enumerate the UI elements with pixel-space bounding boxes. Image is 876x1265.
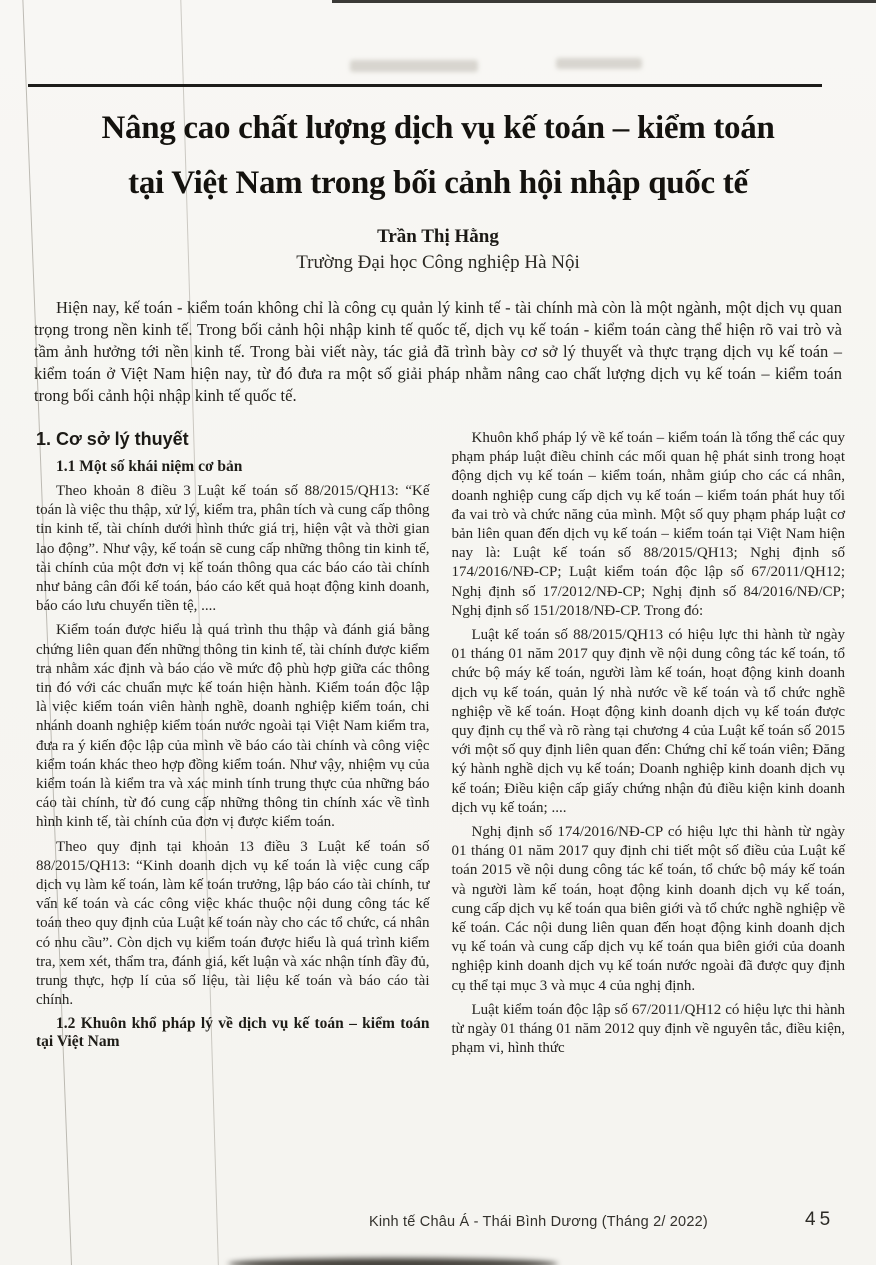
left-column bbox=[36, 429, 430, 1064]
subsection-heading-1-2: 1.2 Khuôn khổ pháp lý về dịch vụ kế toán – kiểm toán tại Việt Nam bbox=[36, 1015, 430, 1051]
article-title-line2: tại Việt Nam trong bối cảnh hội nhập quốc tế bbox=[128, 165, 748, 201]
article-title bbox=[40, 101, 836, 211]
subsection-heading-1-1: 1.1 Một số khái niệm cơ bản bbox=[56, 458, 243, 475]
body-paragraph: Theo khoản 8 điều 3 Luật kế toán số 88/2015/QH13: “Kế toán là việc thu thập, xử lý, kiểm tra, phân tích và cung cấp thông tin kinh tế, tài chính dưới hình thức giá trị, hiện vật và thời gian lao động”. Như vậy, kế toán sẽ cung cấp những thông tin kinh tế, tài chính của một đơn vị kế toán thông qua các báo cáo tài chính như bảng cân đối kế toán, báo cáo kết quả hoạt động kinh doanh, báo cáo lưu chuyển tiền tệ, .... bbox=[36, 483, 430, 615]
body-paragraph: Nghị định số 174/2016/NĐ-CP có hiệu lực thi hành từ ngày 01 tháng 01 năm 2017 quy định chi tiết một số điều của Luật kế toán 2015 về nội dung công tác kế toán, tổ chức bộ máy kế toán và người làm kế toán, hoạt động kinh doanh dịch vụ kế toán, cung cấp dịch vụ kế toán qua biên giới và tổ chức nghề nghiệp về kế toán. Các nội dung liên quan đến hoạt động kinh doanh dịch vụ kế toán và cung cấp dịch vụ kế toán qua biên giới của doanh nghiệp kinh doanh dịch vụ kế toán nước ngoài đã được quy định cụ thể tại mục 3 và mục 4 của nghị định. bbox=[451, 824, 845, 994]
article-title-line1: Nâng cao chất lượng dịch vụ kế toán – kiểm toán bbox=[101, 110, 775, 146]
scan-edge-line bbox=[332, 0, 876, 3]
body-paragraph: Theo quy định tại khoản 13 điều 3 Luật kế toán số 88/2015/QH13: “Kinh doanh dịch vụ kế toán là việc cung cấp dịch vụ làm kế toán, làm kế toán trưởng, lập báo cáo tài chính, tư vấn kế toán và các công việc khác thuộc nội dung công tác kế toán theo quy định của Luật kế toán này cho các tổ chức, cá nhân có nhu cầu”. Còn dịch vụ kiểm toán được hiểu là quá trình kiểm tra, xem xét, thẩm tra, đánh giá, kết luận và xác nhận tính đầy đủ, trung thực, hợp lí của số liệu, tài liệu kế toán và báo cáo tài chính. bbox=[36, 838, 430, 1009]
article-body bbox=[36, 429, 845, 1064]
author-name: Trần Thị Hằng bbox=[377, 226, 499, 247]
bleedthrough-smudge bbox=[556, 58, 642, 69]
scan-shadow bbox=[228, 1258, 558, 1265]
body-paragraph: Luật kiểm toán độc lập số 67/2011/QH12 có hiệu lực thi hành từ ngày 01 tháng 01 năm 2012 quy định về nguyên tắc, điều kiện, phạm vi, hình thức bbox=[451, 1001, 845, 1057]
header-rule bbox=[28, 84, 822, 87]
author-affiliation: Trường Đại học Công nghiệp Hà Nội bbox=[296, 252, 580, 273]
right-column bbox=[452, 429, 846, 1064]
body-paragraph: Khuôn khổ pháp lý về kế toán – kiểm toán là tổng thể các quy phạm pháp luật điều chỉnh các mối quan hệ phát sinh trong hoạt động dịch vụ kế toán – kiểm toán, nhằm giúp cho các cá nhân, doanh nghiệp cung cấp dịch vụ kế toán – kiểm toán phát huy tối đa vai trò và chức năng của mình. Một số quy phạm pháp luật cơ bản liên quan đến dịch vụ kế toán – kiểm toán tại Việt Nam hiện nay là: Luật kế toán số 88/2015/QH13; Nghị định số 174/2016/NĐ-CP; Luật kiểm toán độc lập số 67/2011/QH12; Nghị định số 17/2012/NĐ-CP; Nghị định số 84/2016/NĐ/CP; Nghị định số 151/2018/NĐ-CP. Trong đó: bbox=[451, 430, 845, 619]
body-paragraph: Kiểm toán được hiểu là quá trình thu thập và đánh giá bằng chứng liên quan đến những thông tin kinh tế, tài chính được kiểm tra nhằm xác định và báo cáo về mức độ phù hợp giữa các thông tin đó với các chuẩn mực kế toán hiện hành. Kiểm toán độc lập là việc kiểm toán viên hành nghề, doanh nghiệp kiểm toán, chi nhánh doanh nghiệp kiểm toán nước ngoài tại Việt Nam kiểm tra, đưa ra ý kiến độc lập của mình về báo cáo tài chính và công việc kiểm toán khác theo hợp đồng kiểm toán. Như vậy, nhiệm vụ của kiểm toán là kiểm tra và xác minh tính trung thực của những báo cáo tài chính, từ đó cung cấp những thông tin chính xác về tình hình kinh tế, tài chính của đơn vị được kiểm toán. bbox=[36, 622, 430, 831]
page-number: 45 bbox=[805, 1209, 835, 1230]
bleedthrough-smudge bbox=[350, 60, 478, 72]
abstract-paragraph: Hiện nay, kế toán - kiểm toán không chỉ là công cụ quản lý kinh tế - tài chính mà còn là một ngành, một dịch vụ quan trọng trong nền kinh tế. Trong bối cảnh hội nhập kinh tế quốc tế, dịch vụ kế toán - kiểm toán càng thể hiện rõ vai trò và tầm ảnh hưởng tới nền kinh tế. Trong bài viết này, tác giả đã trình bày cơ sở lý thuyết và thực trạng dịch vụ kế toán – kiểm toán ở Việt Nam hiện nay, từ đó đưa ra một số giải pháp nhằm nâng cao chất lượng dịch vụ kế toán – kiểm toán trong bối cảnh hội nhập kinh tế quốc tế. bbox=[34, 298, 842, 405]
journal-footer-text: Kinh tế Châu Á - Thái Bình Dương (Tháng 2/ 2022) bbox=[369, 1214, 708, 1230]
body-paragraph: Luật kế toán số 88/2015/QH13 có hiệu lực thi hành từ ngày 01 tháng 01 năm 2017 quy định về nội dung công tác kế toán, tổ chức bộ máy kế toán, người làm kế toán, hoạt động kinh doanh dịch vụ kế toán, quản lý nhà nước về kế toán và tổ chức nghề nghiệp về kế toán. Hoạt động kinh doanh dịch vụ kế toán được quy định cụ thể và rõ ràng tại chương 4 của Luật kế toán số 2015 với một số quy định liên quan đến: Chứng chỉ kế toán viên; Đăng ký hành nghề dịch vụ kế toán; Doanh nghiệp kinh doanh dịch vụ kế toán; Điều kiện cấp giấy chứng nhận đủ điều kiện kinh doanh dịch vụ kế toán; .... bbox=[451, 627, 845, 816]
section-heading-1: 1. Cơ sở lý thuyết bbox=[36, 429, 189, 449]
